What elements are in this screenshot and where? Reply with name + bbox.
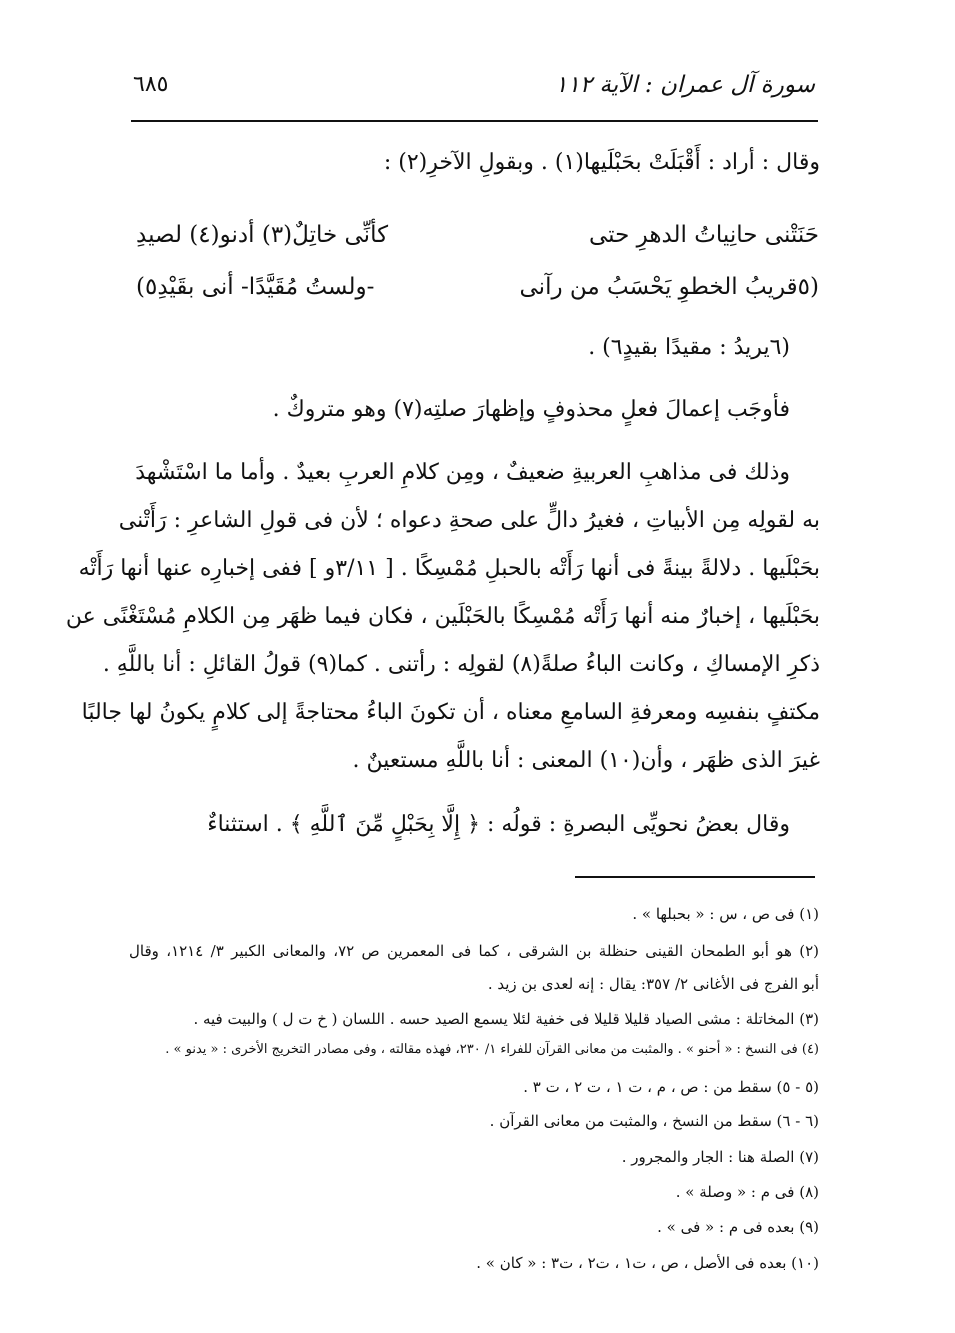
footnote-3: (٣) المخاتلة : مشى الصياد قليلا قليلا فى خفية لئلا يسمع الصيد حسه . اللسان ( خ ت ل ) والبيت فيه .: [193, 1010, 819, 1028]
verse2-left: -ولستُ مُقَيَّدًا- أنى بقَيْدِ٥): [136, 274, 375, 300]
para1-line3: بحَبْلَيها . دلالةً بينةً فى أنها رَأَتْه بالحبلِ مُمْسِكًا . [ ٣/١١و ] ففى إخبارِه عنها أنها رَأَتْه: [78, 556, 820, 581]
intro-line: وقال : أراد : أَقْبَلَتْ بحَبْلَيها(١) . وبقولِ الآخرِ(٢) :: [383, 150, 820, 175]
para1-line2: به لقولِه مِن الأبياتِ ، فغيرُ دالٍّ على صحةِ دعواه ؛ لأن فى قولِ الشاعرِ : رَأَتْنى: [118, 508, 820, 533]
footnote-2: (٢) هو أبو الطمحان القينى حنظلة بن الشرقى ، كما فى المعمرين ص ٧٢، والمعانى الكبير ٣/ ١٢١٤، وقال: [129, 942, 819, 960]
para1-line5: ذكرِ الإمساكِ ، وكانت الباءُ صلةً(٨) لقولِه : رأتنى . كما(٩) قولُ القائلِ : أنا باللَّهِ .: [102, 652, 820, 677]
footnote-9: (٩) بعده فى م : « فى » .: [657, 1218, 819, 1236]
para1-line4: بحَبْلَيها ، إخبارٌ منه أنها رَأَتْه مُمْسِكًا بالحَبْلَين ، فكان فيما ظهَر مِن الكلامِ مُسْتَغْنًى عن: [65, 604, 820, 629]
para1-line6: مكتفٍ بنفسِه ومعرفةِ السامعِ معناه ، أن تكونَ الباءُ محتاجةً إلى كلامٍ يكونُ لها جالبًا: [81, 700, 820, 725]
verse1-left: كأنِّى خاتِلٌ(٣) أدنو(٤) لصيدِ: [136, 222, 389, 248]
page-number: ٦٨٥: [133, 72, 169, 97]
footnote-1: (١) فى ص ، س : « بحبلها » .: [632, 905, 819, 923]
yurid-line: (٦يريدُ : مقيدًا بقيدٍ٦) .: [588, 335, 790, 360]
footnote-2-cont: أبو الفرج فى الأغانى ٢/ ٣٥٧: يقال : إنه لعدى بن زيد .: [487, 975, 819, 993]
header-rule: [131, 120, 818, 122]
footnote-4: (٤) فى النسخ : « أحنو » . والمثبت من معانى القرآن للفراء ١/ ٢٣٠، فهذه مقالته ، وفى مصادر التخريج الأخرى : « يدنو » .: [165, 1042, 819, 1057]
para2-line1: وقال بعضُ نحويِّى البصرةِ : قولُه : ﴿ إِلَّا بِحَبْلٍ مِّنَ ٱللَّهِ ﴾ . استثناءٌ: [207, 812, 790, 837]
verse2-right: (٥قريبُ الخطوِ يَحْسَبُ من رآنى: [519, 274, 819, 300]
footnote-8: (٨) فى م : « وصلة » .: [675, 1183, 819, 1201]
footnote-5: (٥ - ٥) سقط من : ص ، م ، ت ١ ، ت ٢ ، ت ٣ .: [523, 1078, 819, 1096]
footnote-rule: [575, 876, 815, 878]
running-head: سورة آل عمران : الآية ١١٢: [554, 72, 815, 98]
faawjab-line: فأوجَب إعمالَ فعلٍ محذوفٍ وإظهارَ صلتِه(٧) وهو متروكٌ .: [272, 397, 790, 422]
page-header: [133, 70, 815, 110]
verse1-right: حَنَتْنى حانِياتُ الدهرِ حتى: [589, 222, 819, 248]
para1-line7: غيرَ الذى ظهَر ، وأن(١٠) المعنى : أنا باللَّهِ مستعينٌ .: [352, 748, 820, 773]
para1-line1: وذلك فى مذاهبِ العربيةِ ضعيفٌ ، ومِن كلامِ العربِ بعيدٌ . وأما ما اسْتَشْهدَ: [135, 460, 790, 485]
footnote-6: (٦ - ٦) سقط من النسخ ، والمثبت من معانى القرآن .: [489, 1112, 819, 1130]
footnote-7: (٧) الصلة هنا : الجار والمجرور .: [621, 1148, 819, 1166]
footnote-10: (١٠) بعده فى الأصل ، ص ، ت١ ، ت٢ ، ت٣ : « كان » .: [476, 1254, 819, 1272]
